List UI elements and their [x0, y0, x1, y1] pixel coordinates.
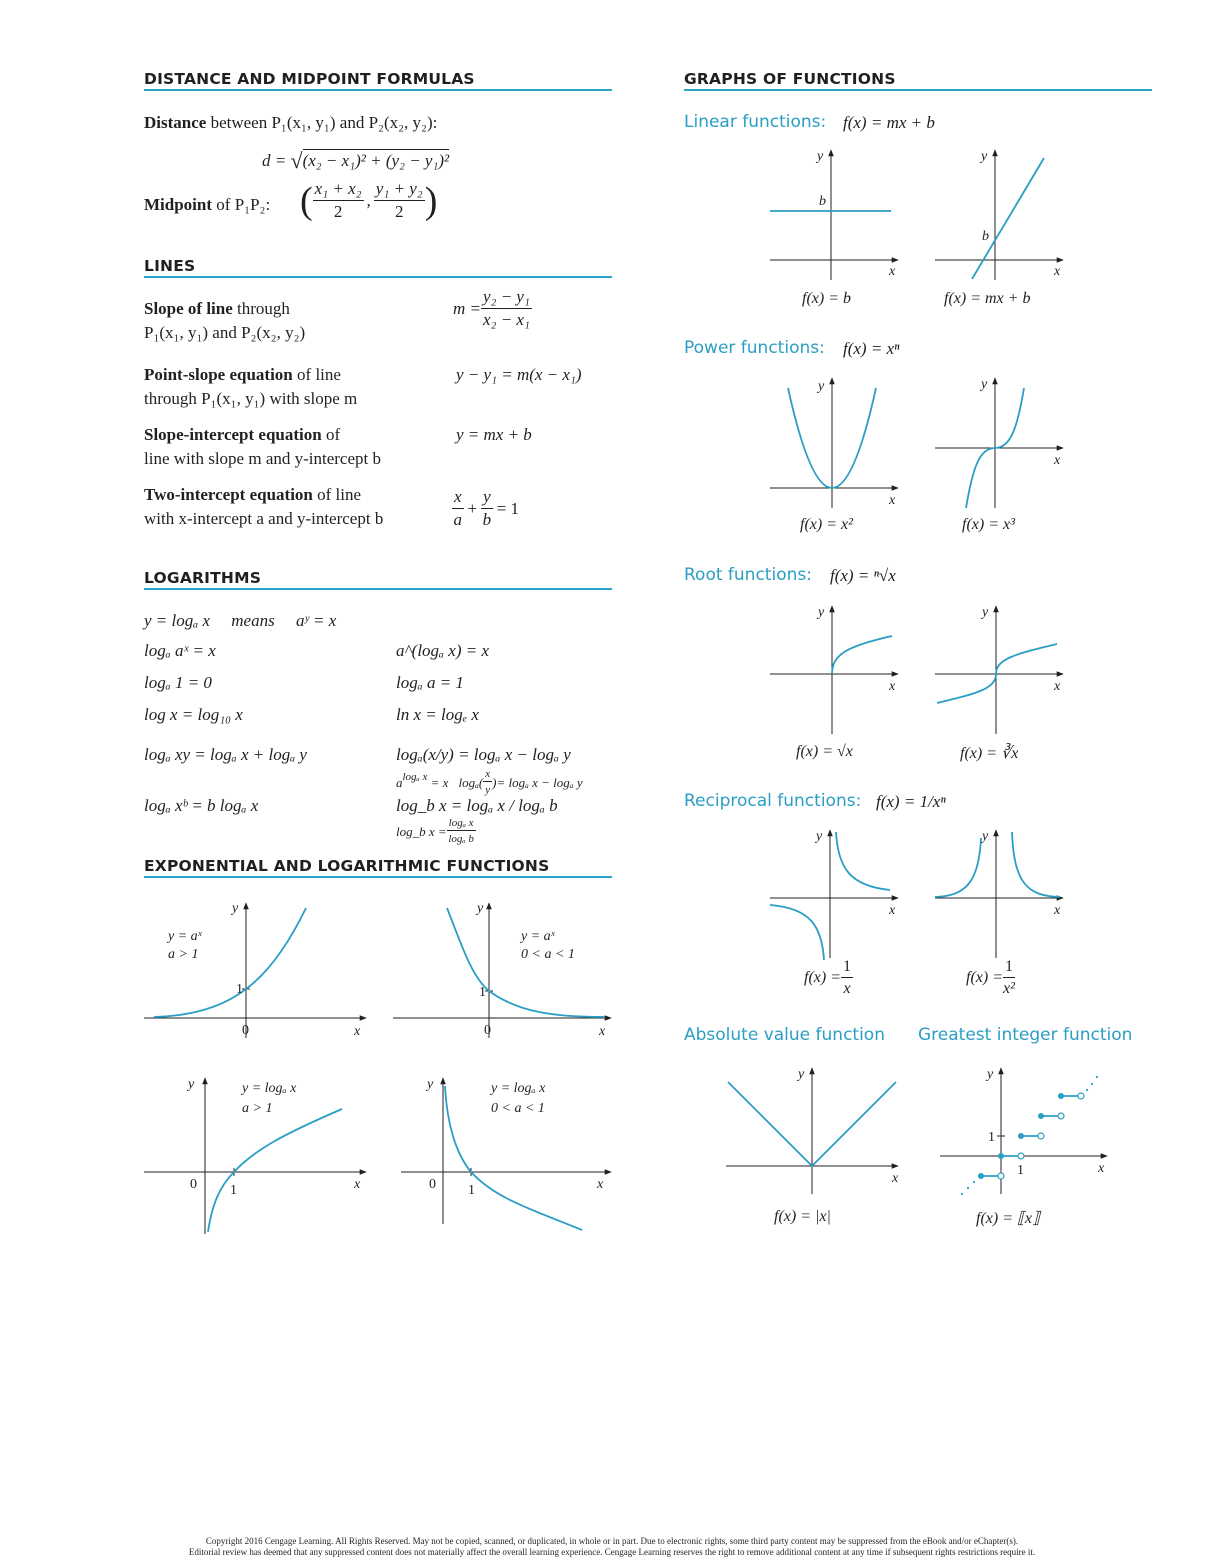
- graph-label-1: y = logₐ x: [491, 1081, 546, 1096]
- section-heading-graphs: GRAPHS OF FUNCTIONS: [684, 70, 896, 88]
- curve-log-growth: [208, 1109, 342, 1232]
- graph-cube: [935, 376, 1070, 511]
- graph-label-1: y = aˣ: [521, 929, 555, 944]
- graph-label-1: y = logₐ x: [242, 1081, 297, 1096]
- root-title: Root functions:: [684, 565, 812, 585]
- graph-square: [770, 376, 905, 511]
- section-heading-distance: DISTANCE AND MIDPOINT FORMULAS: [144, 70, 475, 88]
- radical-sign: √: [290, 148, 303, 173]
- b-label: b: [982, 229, 989, 244]
- section-rule: [684, 89, 1152, 91]
- log-rule-right-4: logₐ(x/y) = logₐ x − logₐ y: [396, 745, 571, 764]
- curve-reciprocal-neg: [770, 905, 824, 960]
- section-heading-logarithms: LOGARITHMS: [144, 569, 262, 587]
- x-label: x: [889, 679, 896, 694]
- curve-reciprocal-pos: [836, 832, 890, 890]
- y-label: y: [232, 901, 239, 916]
- paren-right: ): [424, 179, 438, 222]
- line-linear: [972, 158, 1044, 279]
- slope-desc-line1: Slope of line through: [144, 299, 290, 318]
- log-rule-left-2: logₐ 1 = 0: [144, 673, 212, 692]
- slope-desc-line2: P₁(x₁, y₁) and P₂(x₂, y₂): [144, 323, 306, 342]
- x-label: x: [599, 1024, 606, 1039]
- curve-sqrt: [832, 636, 892, 674]
- midpoint-frac1: $\frac{\text{x₁ + x₂}}{2}$: [314, 179, 362, 221]
- x-label: x: [1054, 264, 1061, 279]
- log-rule-right-5: log_b x = logₐ x / logₐ b: [396, 796, 558, 815]
- graph-log-growth: [144, 1074, 374, 1234]
- midpoint-label-bold: Midpoint: [144, 195, 213, 214]
- caption-linear: f(x) = mx + b: [944, 290, 1031, 307]
- y-label: y: [477, 901, 484, 916]
- tick-label: 1: [236, 982, 243, 997]
- log-rule-right-2: logₐ a = 1: [396, 673, 464, 692]
- reciprocal-title: Reciprocal functions:: [684, 791, 862, 811]
- origin-label: 0: [242, 1023, 249, 1038]
- y-label: y: [981, 149, 988, 164]
- caption-reciprocal: f(x) = $\frac{1}{x}$: [804, 958, 851, 997]
- absolute-title: Absolute value function: [684, 1025, 885, 1045]
- y-label: y: [798, 1067, 805, 1082]
- steps: [961, 1076, 1098, 1195]
- midpoint-label: [144, 196, 270, 213]
- graph-constant: [770, 148, 905, 283]
- point-slope-line1: Point-slope equation of line: [144, 365, 341, 384]
- x-label: x: [1098, 1161, 1105, 1176]
- x-label: x: [1054, 679, 1061, 694]
- y-label: y: [982, 829, 989, 844]
- point-slope-line2: through P₁(x₁, y₁) with slope m: [144, 389, 358, 408]
- x-label: x: [354, 1177, 361, 1192]
- caption-reciprocal-square: f(x) = $\frac{1}{\text{x²}}$: [966, 958, 1015, 997]
- graph-reciprocal-square: [935, 828, 1070, 963]
- linear-title: Linear functions:: [684, 112, 827, 132]
- caption-absolute: f(x) = |x|: [774, 1208, 831, 1225]
- section-rule: [144, 89, 612, 91]
- distance-label-rest: between P₁(x₁, y₁) and P₂(x₂, y₂):: [206, 113, 438, 132]
- two-intercept-line1: Two-intercept equation of line: [144, 485, 362, 504]
- y-label: y: [816, 829, 823, 844]
- y-label: y: [817, 149, 824, 164]
- comma: ,: [366, 191, 371, 211]
- x-label: x: [1054, 453, 1061, 468]
- distance-label: [144, 114, 437, 131]
- y-label: y: [427, 1077, 434, 1092]
- section-rule: [144, 276, 612, 278]
- tick-x-label: 1: [1017, 1163, 1024, 1178]
- curve-reciprocal-square-left: [935, 838, 981, 897]
- x-label: x: [889, 903, 896, 918]
- x-label: x: [892, 1171, 899, 1186]
- distance-formula: [262, 150, 449, 172]
- two-intercept-line2: with x-intercept a and y-intercept b: [144, 509, 384, 528]
- caption-cube: f(x) = x³: [962, 516, 1015, 533]
- midpoint-formula: [300, 180, 437, 221]
- r5-typeset: log_b x = $\frac{\text{logₐ x}}{\text{logₐ b}}$: [396, 817, 474, 846]
- graph-exp-decay: [393, 898, 623, 1038]
- point-slope-formula: y − y₁ = m(x − x₁): [456, 365, 582, 384]
- log-rule-right-1: a^(logₐ x) = x: [396, 641, 490, 660]
- two-intercept-formula: $\frac{x}{a}$ + $\frac{y}{b}$ = 1: [453, 487, 520, 529]
- graph-exp-growth: [144, 898, 374, 1038]
- section-rule: [144, 588, 612, 590]
- midpoint-label-rest: of P₁P₂:: [212, 195, 271, 214]
- y-label: y: [987, 1067, 994, 1082]
- graph-label-1: y = aˣ: [168, 929, 202, 944]
- graph-label-2: a > 1: [242, 1101, 273, 1116]
- log-rule-left-5: logₐ xᵇ = b logₐ x: [144, 796, 259, 815]
- graph-greatest-integer: [940, 1064, 1115, 1204]
- y-label: y: [818, 379, 825, 394]
- graph-label-2: 0 < a < 1: [521, 947, 575, 962]
- distance-lhs: d =: [262, 151, 291, 170]
- power-title: Power functions:: [684, 338, 825, 358]
- origin-label: 0: [484, 1023, 491, 1038]
- section-rule: [144, 876, 612, 878]
- section-heading-exp-log: EXPONENTIAL AND LOGARITHMIC FUNCTIONS: [144, 857, 550, 875]
- distance-label-bold: Distance: [144, 113, 207, 132]
- y-label: y: [818, 605, 825, 620]
- tick-label: 1: [230, 1183, 237, 1198]
- r1-typeset: $a^{log_a x} = x$: [396, 770, 449, 790]
- x-label: x: [1054, 903, 1061, 918]
- copyright-line-2: Editorial review has deemed that any suppressed content does not materially affect the overall learning experience. Cengage Learning reserves the right to remove additional content at any time if subsequent rights restrictions require it.: [188, 1547, 1036, 1557]
- graph-label-2: 0 < a < 1: [491, 1101, 545, 1116]
- b-label: b: [819, 194, 826, 209]
- x-label: x: [889, 493, 896, 508]
- log-definition: y = logₐ x means aʸ = x: [144, 611, 337, 630]
- r4-typeset: logₐ ( $\frac{x}{y}$ ) = logₐ x − logₐ y: [458, 768, 583, 797]
- log-rule-left-3: log x = log₁₀ x: [144, 705, 243, 724]
- log-rule-left-1: logₐ aˣ = x: [144, 641, 216, 660]
- linear-formula: f(x) = mx + b: [843, 113, 935, 132]
- paren-left: (: [300, 179, 313, 222]
- slope-intercept-formula: y = mx + b: [456, 425, 532, 444]
- graph-sqrt: [770, 604, 905, 739]
- origin-label: 0: [429, 1177, 436, 1192]
- curve-exp-decay: [447, 908, 605, 1017]
- tick-label: 1: [468, 1183, 475, 1198]
- slope-formula: m = $\frac{\text{y₂ − y₁}}{\text{x₂ − x₁}}$: [453, 287, 530, 329]
- x-label: x: [889, 264, 896, 279]
- log-rule-right-3: ln x = logₑ x: [396, 705, 479, 724]
- caption-sqrt: f(x) = √x: [796, 743, 853, 760]
- graph-absolute: [726, 1064, 906, 1194]
- tick-label: 1: [479, 985, 486, 1000]
- graph-reciprocal: [770, 828, 905, 963]
- x-label: x: [597, 1177, 604, 1192]
- graph-log-decay: [401, 1074, 631, 1234]
- caption-constant: f(x) = b: [802, 290, 851, 307]
- power-formula: f(x) = xⁿ: [843, 339, 900, 358]
- graph-linear: [935, 148, 1070, 283]
- slope-intercept-line2: line with slope m and y-intercept b: [144, 449, 381, 468]
- section-heading-lines: LINES: [144, 257, 196, 275]
- y-label: y: [188, 1077, 195, 1092]
- distance-radicand: (x₂ − x₁)² + (y₂ − y₁)²: [302, 151, 450, 170]
- root-formula: f(x) = ⁿ√x: [830, 566, 896, 585]
- tick-y-label: 1: [988, 1130, 995, 1145]
- midpoint-frac2: $\frac{\text{y₁ + y₂}}{2}$: [375, 179, 423, 221]
- reciprocal-formula: f(x) = 1/xⁿ: [876, 792, 946, 811]
- y-label: y: [982, 605, 989, 620]
- y-label: y: [981, 377, 988, 392]
- graph-cbrt: [935, 604, 1070, 739]
- graph-label-2: a > 1: [168, 947, 199, 962]
- caption-greatest: f(x) = ⟦x⟧: [976, 1210, 1040, 1227]
- log-rule-typeset-row: [396, 768, 583, 796]
- curve-exp-growth: [154, 908, 306, 1017]
- caption-square: f(x) = x²: [800, 516, 853, 533]
- log-rule-left-4: logₐ xy = logₐ x + logₐ y: [144, 745, 307, 764]
- slope-intercept-line1: Slope-intercept equation of: [144, 425, 341, 444]
- origin-label: 0: [190, 1177, 197, 1192]
- greatest-title: Greatest integer function: [918, 1025, 1133, 1045]
- x-label: x: [354, 1024, 361, 1039]
- caption-cbrt: f(x) = ∛x: [960, 745, 1019, 762]
- copyright-line-1: Copyright 2016 Cengage Learning. All Rights Reserved. May not be copied, scanned, or duplicated, in whole or in part. Due to electronic rights, some third party content may be suppressed from the eBook and/or eChapter(s).: [205, 1536, 1019, 1546]
- curve-reciprocal-square-right: [1012, 832, 1060, 897]
